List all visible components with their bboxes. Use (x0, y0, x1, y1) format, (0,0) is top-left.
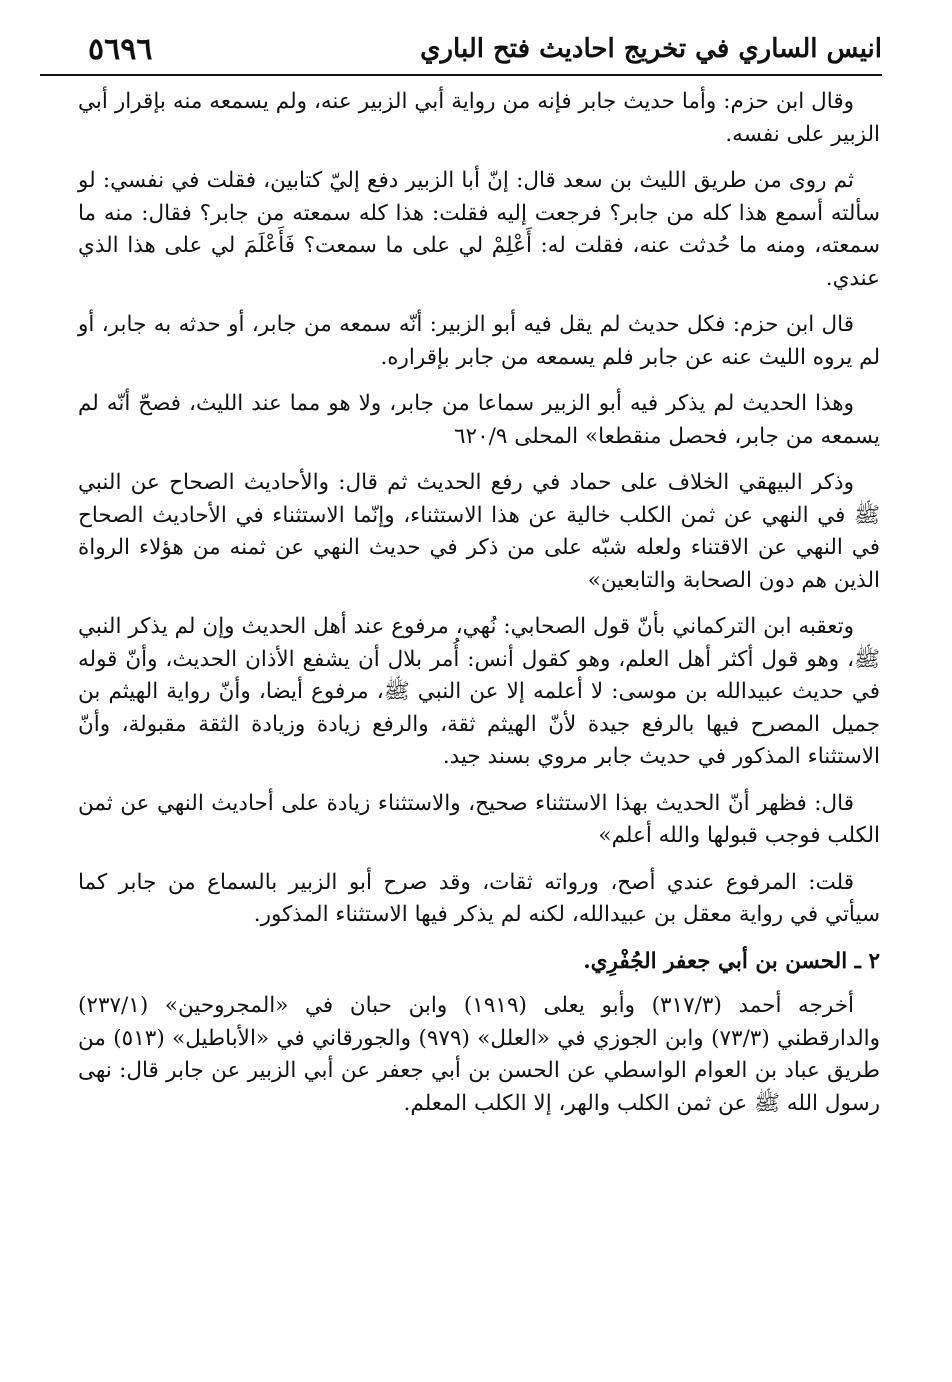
paragraph-ibn-hazm-1: وقال ابن حزم: وأما حديث جابر فإنه من رواية أبي الزبير عنه، ولم يسمعه منه بإقرار أبي الزبير على نفسه. (78, 89, 880, 147)
page-body (78, 86, 880, 1134)
paragraph-ibn-hazm-2: قال ابن حزم: فكل حديث لم يقل فيه أبو الزبير: أنّه سمعه من جابر، أو حدثه به جابر، أو لم يروه الليث عنه عن جابر فلم يسمعه من جابر بإقراره. (78, 312, 880, 370)
paragraph-author-comment: قلت: المرفوع عندي أصح، ورواته ثقات، وقد صرح أبو الزبير بالسماع من جابر كما سيأتي في رواية معقل بن عبيدالله، لكنه لم يذكر فيها الاستثناء المذكور. (78, 869, 880, 927)
paragraph-munqati: وهذا الحديث لم يذكر فيه أبو الزبير سماعا من جابر، ولا هو مما عند الليث، فصحّ أنّه لم يسمعه من جابر، فحصل منقطعا» المحلى ٦٢٠/٩ (78, 391, 880, 449)
page-header (40, 28, 882, 76)
running-title: انيس الساري في تخريج احاديث فتح الباري (420, 34, 882, 64)
paragraph-layth-narration: ثم روى من طريق الليث بن سعد قال: إنّ أبا الزبير دفع إليّ كتابين، فقلت في نفسي: لو سألته أسمع هذا كله من جابر؟ فرجعت إليه فقلت: هذا كله سمعته من جابر؟ فقال: منه ما سمعته، ومنه ما حُدثت عنه، فقلت له: أَعْلِمْ لي على ما سمعت؟ فَأَعْلَمَ لي على هذا الذي عندي. (78, 168, 880, 291)
paragraph-takhrij: أخرجه أحمد (٣١٧/٣) وأبو يعلى (١٩١٩) وابن حبان في «المجروحين» (٢٣٧/١) والدارقطني (٧٣/٣) وابن الجوزي في «العلل» (٩٧٩) والجورقاني في «الأباطيل» (٥١٣) من طريق عباد بن العوام الواسطي عن الحسن بن أبي جعفر عن أبي الزبير عن جابر قال: نهى رسول الله ﷺ عن ثمن الكلب والهر، إلا الكلب المعلم. (78, 993, 881, 1116)
page-number: ٥٦٩٦ (88, 32, 153, 67)
paragraph-conclusion: قال: فظهر أنّ الحديث بهذا الاستثناء صحيح، والاستثناء زيادة على أحاديث النهي عن ثمن الكلب فوجب قبولها والله أعلم» (78, 790, 880, 848)
paragraph-bayhaqi: وذكر البيهقي الخلاف على حماد في رفع الحديث ثم قال: والأحاديث الصحاح عن النبي ﷺ في النهي عن ثمن الكلب خالية عن هذا الاستثناء، وإنّما الاستثناء في الأحاديث الصحاح في النهي عن الاقتناء ولعله شبّه على من ذكر في حديث النهي عن ثمنه من هؤلاء الرواة الذين هم دون الصحابة والتابعين» (78, 470, 880, 593)
section-heading: ٢ ـ الحسن بن أبي جعفر الجُفْرِي. (583, 948, 880, 974)
paragraph-ibn-turkmani: وتعقبه ابن التركماني بأنّ قول الصحابي: نُهي، مرفوع عند أهل الحديث وإن لم يذكر النبي ﷺ، وهو قول أكثر أهل العلم، وهو كقول أنس: أُمر بلال أن يشفع الأذان الحديث، وأنّ قوله في حديث عبيدالله بن موسى: لا أعلمه إلا عن النبي ﷺ، مرفوع أيضا، وأنّ رواية الهيثم بن جميل المصرح فيها بالرفع جيدة لأنّ الهيثم ثقة، والرفع زيادة وزيادة الثقة مقبولة، وأنّ الاستثناء المذكور في حديث جابر مروي بسند جيد. (78, 614, 880, 769)
